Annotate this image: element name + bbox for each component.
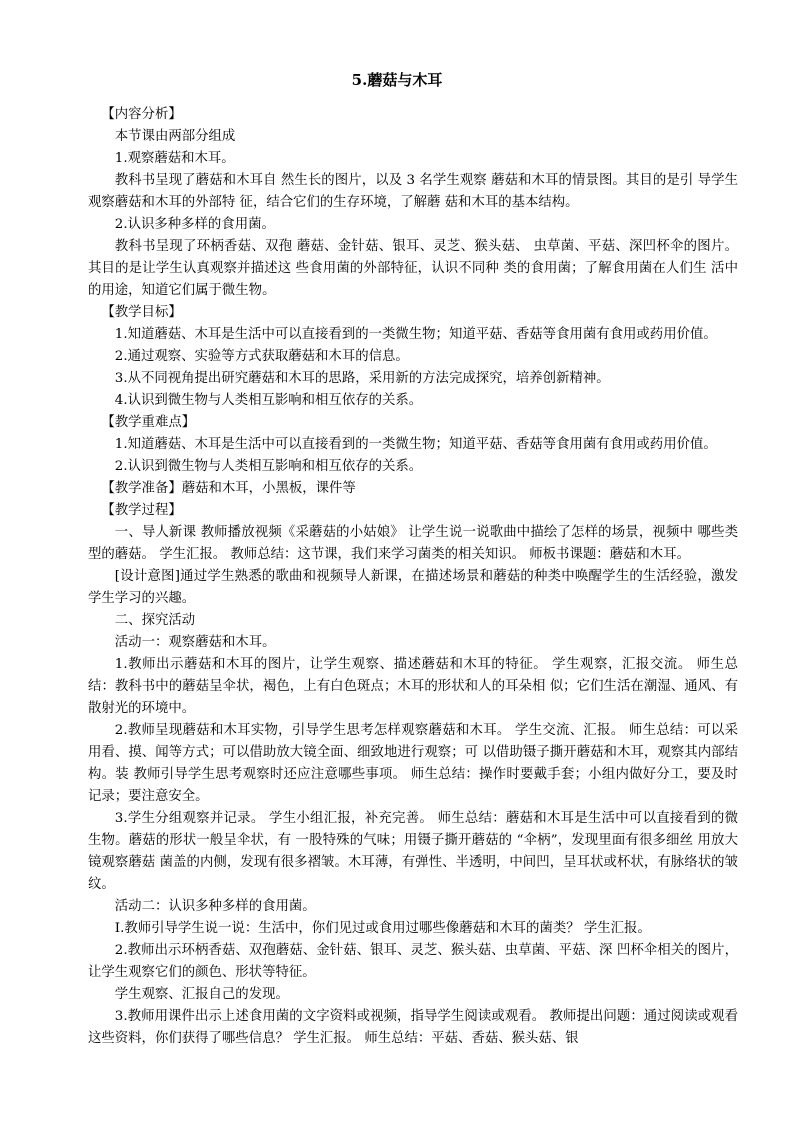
paragraph: 3.教师用课件出示上述食用菌的文字资料或视频，指导学生阅读或观看。 教师提出问题：通过阅读或观看这些资料，你们获得了哪些信息？ 学生汇报。 师生总结：平菇、香菇、猴头菇、银	[88, 1009, 738, 1046]
paragraph: 1.教师出示蘑菇和木耳的图片，让学生观察、描述蘑菇和木耳的特征。 学生观察，汇报交流。 师生总结：教科书中的蘑菇呈伞状，褐色，上有白色斑点；木耳的形状和人的耳朵相 似；它们生活在潮湿、通风、有散射光的环境中。	[88, 657, 738, 716]
section-heading-teaching-goals: 【教学目标】	[101, 305, 182, 320]
section-heading-key-points: 【教学重难点】	[101, 415, 196, 430]
section-heading-content-analysis: 【内容分析】	[101, 107, 182, 122]
paragraph: 活动一：观察蘑菇和木耳。	[114, 635, 276, 650]
paragraph: 2.教师出示环柄香菇、双孢蘑菇、金针菇、银耳、灵芝、猴头菇、虫草菌、平菇、深 凹杯伞相关的图片，让学生观察它们的颜色、形状等特征。	[88, 943, 738, 980]
paragraph: 2.认识到微生物与人类相互影响和相互依存的关系。	[114, 459, 423, 474]
paragraph: 2.教师呈现蘑菇和木耳实物，引导学生思考怎样观察蘑菇和木耳。 学生交流、汇报。 师生总结：可以采用看、摸、闻等方式；可以借助放大镜全面、细致地进行观察；可 以借助镊子撕开蘑菇和木耳，观察其内部结构。装 教师引导学生思考观察时还应注意哪些事项。 师生总结：操作时要戴手套；小组内做好分工，要及时记录；要注意安全。	[88, 723, 738, 804]
paragraph: 一、导人新课 教师播放视频《采蘑菇的小姑娘》 让学生说一说歌曲中描绘了怎样的场景，视频中 哪些类型的蘑菇。 学生汇报。 教师总结：这节课，我们来学习菌类的相关知识。 师板书课题：蘑菇和木耳。	[88, 525, 738, 562]
section-heading-process: 【教学过程】	[101, 503, 182, 518]
paragraph: 本节课由两部分组成	[114, 129, 236, 144]
paragraph: 活动二：认识多种多样的食用菌。	[114, 899, 316, 914]
paragraph: 4.认识到微生物与人类相互影响和相互依存的关系。	[114, 393, 423, 408]
section-heading-preparation: 【教学准备】蘑菇和木耳，小黑板，课件等	[101, 481, 356, 496]
paragraph: 3.学生分组观察并记录。 学生小组汇报，补充完善。 师生总结：蘑菇和木耳是生活中可以直接看到的微生物。蘑菇的形状一般呈伞状，有 一股特殊的气味；用镊子撕开蘑菇的 “伞柄”，发现里面有很多细丝 用放大镜观察蘑菇 菌盖的内侧，发现有很多褶皱。木耳薄，有弹性、半透明，中间凹，呈耳状或杯状，有脉络状的皱纹。	[88, 811, 738, 892]
paragraph: [设计意图]通过学生熟悉的歌曲和视频导人新课，在描述场景和蘑菇的种类中唤醒学生的生活经验，激发学生学习的兴趣。	[88, 569, 738, 606]
document-body	[88, 104, 738, 1050]
paragraph: I.教师引导学生说一说：生活中，你们见过或食用过哪些像蘑菇和木耳的菌类？ 学生汇报。	[114, 921, 651, 936]
paragraph: 教科书呈现了环柄香菇、双孢 蘑菇、金针菇、银耳、灵芝、猴头菇、 虫草菌、平菇、深凹杯伞的图片。 其目的是让学生认真观察并描述这 些食用菌的外部特征，认识不同种 类的食用菌；了解食用菌在人们生 活中的用途，知道它们属于微生物。	[88, 239, 738, 298]
paragraph: 1.观察蘑菇和木耳。	[114, 151, 235, 166]
paragraph: 教科书呈现了蘑菇和木耳自 然生长的图片，以及 3 名学生观察 蘑菇和木耳的情景图。其目的是引 导学生观察蘑菇和木耳的外部特 征，结合它们的生存环境，了解蘑 菇和木耳的基本结构。	[88, 173, 738, 210]
paragraph: 2.认识多种多样的食用菌。	[114, 217, 275, 232]
paragraph: 1.知道蘑菇、木耳是生活中可以直接看到的一类微生物；知道平菇、香菇等食用菌有食用或药用价值。	[114, 327, 717, 342]
paragraph: 3.从不同视角提出研究蘑菇和木耳的思路，采用新的方法完成探究，培养创新精神。	[114, 371, 610, 386]
paragraph: 学生观察、汇报自己的发现。	[114, 987, 289, 1002]
paragraph: 二、探究活动	[114, 613, 196, 628]
paragraph: 1.知道蘑菇、木耳是生活中可以直接看到的一类微生物；知道平菇、香菇等食用菌有食用或药用价值。	[114, 437, 717, 452]
page-title: 5.蘑菇与木耳	[351, 71, 443, 89]
paragraph: 2.通过观察、实验等方式获取蘑菇和木耳的信息。	[114, 349, 409, 364]
